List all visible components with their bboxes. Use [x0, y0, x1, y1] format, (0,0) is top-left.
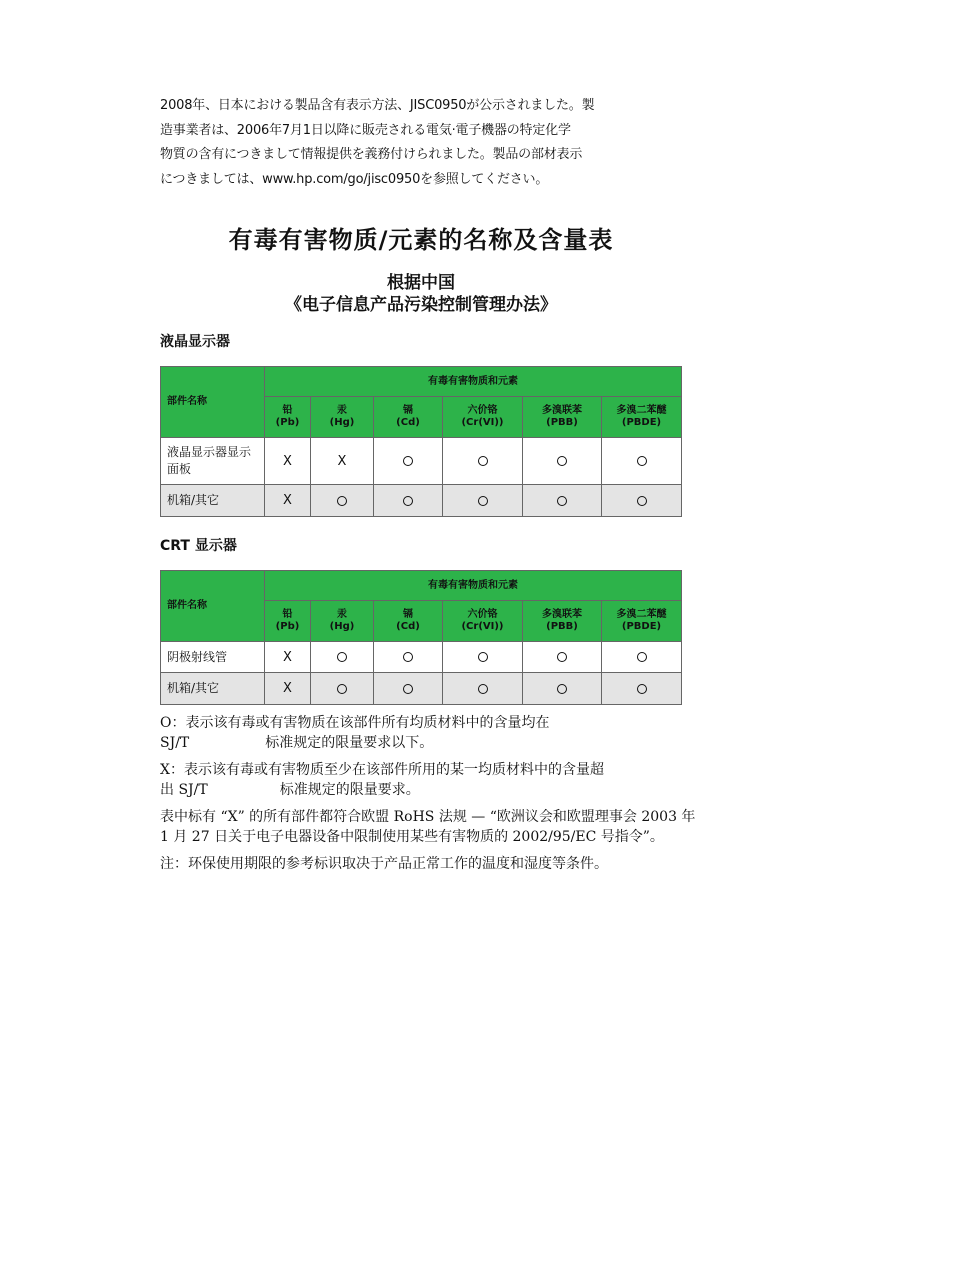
compliant-circle-mark [637, 652, 647, 662]
subtitle [160, 272, 682, 316]
column-header-pbb: 多溴联苯 (PBB) [523, 397, 602, 438]
japan-note-line: 造事業者は、2006年7月1日以降に販売される電気·電子機器の特定化学 [160, 122, 571, 138]
compliant-circle-mark [557, 684, 567, 694]
mark-cell [443, 642, 523, 673]
part-name-cell: 阴极射线管 [161, 642, 265, 673]
part-name-cell: 机箱/其它 [161, 673, 265, 705]
mark-cell [374, 438, 443, 485]
mark-cell [443, 673, 523, 705]
subtitle-line: 《电子信息产品污染控制管理办法》 [285, 295, 557, 315]
part-name-cell: 液晶显示器显示面板 [161, 438, 265, 485]
compliant-circle-mark [557, 496, 567, 506]
section-title-crt: CRT 显示器 [160, 538, 237, 554]
compliant-circle-mark [337, 684, 347, 694]
column-header-pb: 铅 (Pb) [265, 397, 311, 438]
japan-note-line: 物質の含有につきまして情報提供を義務付けられました。製品の部材表示 [160, 147, 583, 162]
japan-note-line: 2008年、日本における製品含有表示方法、JISC0950が公示されました。製 [160, 98, 595, 113]
subtitle-line: 根据中国 [387, 273, 455, 293]
part-name-header: 部件名称 [161, 571, 265, 642]
mark-cell: X [265, 485, 311, 517]
table-row [161, 438, 682, 485]
column-header-pbde: 多溴二苯醚 (PBDE) [602, 601, 682, 642]
table-row [161, 642, 682, 673]
part-name-cell: 机箱/其它 [161, 485, 265, 517]
mark-cell [523, 438, 602, 485]
compliant-circle-mark [478, 496, 488, 506]
compliant-circle-mark [637, 496, 647, 506]
column-header-hg: 汞 (Hg) [311, 397, 374, 438]
mark-cell [602, 642, 682, 673]
compliant-circle-mark [557, 652, 567, 662]
mark-cell [523, 642, 602, 673]
mark-cell [523, 673, 602, 705]
mark-cell [443, 438, 523, 485]
mark-cell [602, 485, 682, 517]
column-header-cd: 镉 (Cd) [374, 601, 443, 642]
compliant-circle-mark [478, 652, 488, 662]
rohs-note: 表中标有 “X” 的所有部件都符合欧盟 RoHS 法规 — “欧洲议会和欧盟理事会 2003 年 1 月 27 日关于电子电器设备中限制使用某些有害物质的 2002/95/EC 号指令”。 [160, 809, 696, 845]
mark-cell [311, 485, 374, 517]
japan-note-line: につきましては、www.hp.com/go/jisc0950を参照してください。 [160, 171, 549, 187]
column-header-pbb: 多溴联苯 (PBB) [523, 601, 602, 642]
compliant-circle-mark [403, 684, 413, 694]
compliant-circle-mark [337, 652, 347, 662]
mark-cell: X [265, 673, 311, 705]
mark-cell [523, 485, 602, 517]
substance-table-crt [160, 570, 682, 705]
substance-table-lcd [160, 366, 682, 517]
footnote: 注：环保使用期限的参考标识取决于产品正常工作的温度和湿度等条件。 [160, 856, 608, 872]
table-row [161, 485, 682, 517]
substances-group-header: 有毒有害物质和元素 [265, 571, 682, 601]
column-header-pbde: 多溴二苯醚 (PBDE) [602, 397, 682, 438]
legend-notes [160, 714, 700, 883]
part-name-header: 部件名称 [161, 367, 265, 438]
mark-cell: X [265, 642, 311, 673]
compliant-circle-mark [478, 684, 488, 694]
compliant-circle-mark [637, 456, 647, 466]
compliant-circle-mark [403, 456, 413, 466]
o-mark-note: O：表示该有毒或有害物质在该部件所有均质材料中的含量均在 SJ/T 标准规定的限量要求以下。 [160, 715, 550, 751]
mark-cell [374, 485, 443, 517]
section-title-lcd: 液晶显示器 [160, 334, 230, 350]
mark-cell [602, 438, 682, 485]
compliant-circle-mark [337, 496, 347, 506]
japan-jis-note [160, 94, 630, 192]
substances-group-header: 有毒有害物质和元素 [265, 367, 682, 397]
mark-cell: X [265, 438, 311, 485]
compliant-circle-mark [557, 456, 567, 466]
compliant-circle-mark [403, 652, 413, 662]
column-header-cr6: 六价铬 (Cr(VI)) [443, 601, 523, 642]
column-header-pb: 铅 (Pb) [265, 601, 311, 642]
table-row [161, 673, 682, 705]
mark-cell [374, 642, 443, 673]
column-header-cr6: 六价铬 (Cr(VI)) [443, 397, 523, 438]
mark-cell [602, 673, 682, 705]
mark-cell [443, 485, 523, 517]
compliant-circle-mark [403, 496, 413, 506]
column-header-hg: 汞 (Hg) [311, 601, 374, 642]
mark-cell: X [311, 438, 374, 485]
page-title: 有毒有害物质/元素的名称及含量表 [228, 226, 614, 254]
compliant-circle-mark [478, 456, 488, 466]
mark-cell [374, 673, 443, 705]
column-header-cd: 镉 (Cd) [374, 397, 443, 438]
compliant-circle-mark [637, 684, 647, 694]
x-mark-note: X：表示该有毒或有害物质至少在该部件所用的某一均质材料中的含量超 出 SJ/T 标准规定的限量要求。 [160, 762, 604, 798]
mark-cell [311, 673, 374, 705]
mark-cell [311, 642, 374, 673]
